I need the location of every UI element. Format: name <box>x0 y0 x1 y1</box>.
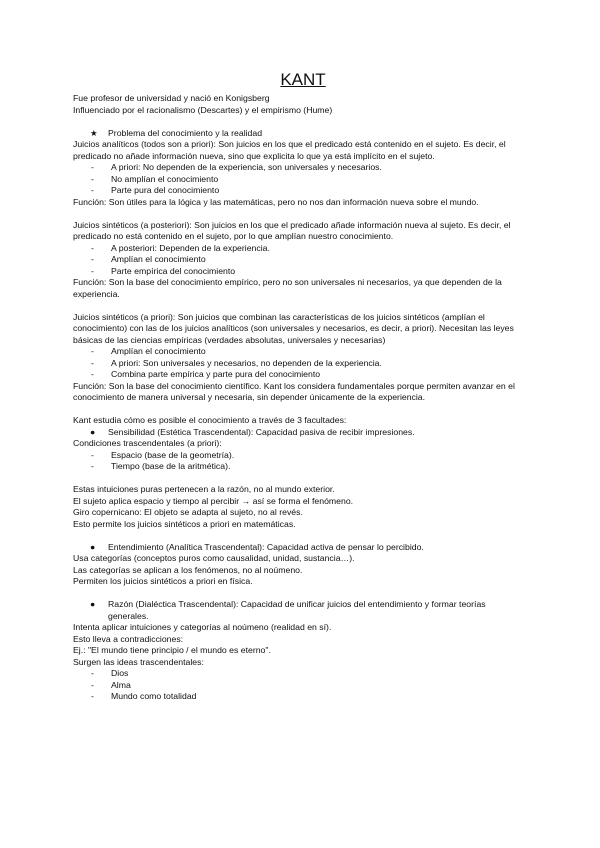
dash-icon: - <box>91 162 94 172</box>
list-item: - No amplían el conocimiento <box>91 173 219 184</box>
text-line: Giro copernicano: El objeto se adapta al sujeto, no al revés. <box>73 507 303 517</box>
dash-icon: - <box>91 461 94 471</box>
text-line: Permiten los juicios sintéticos a priori en física. <box>73 576 253 586</box>
page-title: KANT <box>280 70 326 89</box>
list-item: - Parte pura del conocimiento <box>91 185 220 195</box>
list-item: - Combina parte empírica y parte pura del conocimiento <box>91 369 321 379</box>
function-line: Función: Son útiles para la lógica y las matemáticas, pero no nos dan información nueva sobre el mundo. <box>73 196 479 207</box>
intro-line: Influenciado por el racionalismo (Descartes) y el empirismo (Hume) <box>73 104 333 115</box>
function-line: Función: Son la base del conocimiento científico. Kant los considera fundamentales porque permiten avanzar en el conocimiento de manera universal y necesaria, sin depender únicamente de la experiencia. <box>73 380 515 402</box>
conditions-label: Condiciones trascendentales (a priori): <box>73 438 222 448</box>
bullet-sensibilidad: ● Sensibilidad (Estética Trascendental): Capacidad pasiva de recibir impresiones. <box>90 426 415 437</box>
bullet-continuation: generales. <box>108 610 149 621</box>
dash-icon: - <box>91 242 94 253</box>
list-item: - Alma <box>91 679 131 690</box>
dash-icon: - <box>91 357 94 368</box>
list-item: - A priori: No dependen de la experiencia, son universales y necesarios. <box>91 162 382 172</box>
list-item: - A priori: Son universales y necesarios, no dependen de la experiencia. <box>91 357 382 368</box>
faculties-intro: Kant estudia cómo es posible el conocimiento a través de 3 facultades: <box>73 415 347 425</box>
dash-icon: - <box>91 679 94 690</box>
dash-icon: - <box>91 254 94 264</box>
text-line: Intenta aplicar intuiciones y categorías al noúmeno (realidad en sí). <box>73 622 332 632</box>
list-item: - Parte empírica del conocimiento <box>91 265 236 276</box>
section-heading <box>73 128 533 140</box>
dash-icon: - <box>91 185 94 195</box>
list-item: - A posteriori: Dependen de la experiencia. <box>91 242 270 253</box>
paragraph-synthetic-posteriori: Juicios sintéticos (a posteriori): Son juicios en los que el predicado añade información nueva al sujeto. Es decir, el predicado no está contenido en el sujeto, por lo que amplían nuestro conocimiento. <box>73 219 511 241</box>
bullet-icon: ● <box>90 426 96 437</box>
intro-line: Fue profesor de universidad y nació en Konigsberg <box>73 93 270 103</box>
text-line: Usa categorías (conceptos puros como causalidad, unidad, sustancia…). <box>73 553 355 563</box>
text-line: Esto permite los juicios sintéticos a priori en matemáticas. <box>73 518 296 529</box>
example-line: Ej.: "El mundo tiene principio / el mundo es eterno". <box>73 645 271 655</box>
dash-icon: - <box>91 691 94 701</box>
section-heading-label: Problema del conocimiento y la realidad <box>108 127 263 138</box>
document-page <box>73 70 533 703</box>
list-item: - Amplían el conocimiento <box>91 346 206 356</box>
dash-icon: - <box>91 173 94 184</box>
list-item: - Espacio (base de la geometría). <box>91 449 235 460</box>
list-item: - Mundo como totalidad <box>91 691 197 701</box>
list-item: - Amplían el conocimiento <box>91 254 206 264</box>
bullet-razon: ● Razón (Dialéctica Trascendental): Capacidad de unificar juicios del entendimiento y formar teorías <box>90 599 486 609</box>
list-item: - Dios <box>91 668 129 678</box>
function-line: Función: Son la base del conocimiento empírico, pero no son universales ni necesarios, ya que dependen de la experiencia. <box>73 277 502 299</box>
bullet-icon: ● <box>90 599 96 609</box>
text-line: El sujeto aplica espacio y tiempo al percibir → así se forma el fenómeno. <box>73 495 354 506</box>
list-item: - Tiempo (base de la aritmética). <box>91 461 231 471</box>
dash-icon: - <box>91 369 94 379</box>
paragraph-synthetic-priori: Juicios sintéticos (a priori): Son juicios que combinan las características de los juicios sintéticos (amplían el conocimiento) con las de los juicios analíticos (son universales y necesarios, es decir, a priori). Necesitan las leyes básicas de las ciencias empíricas (verdades absolutas, universales y necesarias) <box>73 311 514 345</box>
dash-icon: - <box>91 449 94 460</box>
text-line: Surgen las ideas trascendentales: <box>73 656 204 667</box>
bullet-entendimiento: ● Entendimiento (Analítica Trascendental): Capacidad activa de pensar lo percibido. <box>90 541 424 552</box>
dash-icon: - <box>91 265 94 276</box>
text-line: Esto lleva a contradicciones: <box>73 633 184 644</box>
text-line: Estas intuiciones puras pertenecen a la razón, no al mundo exterior. <box>73 484 335 494</box>
dash-icon: - <box>91 668 94 678</box>
star-icon: ★ <box>90 127 98 138</box>
bullet-icon: ● <box>90 541 96 552</box>
text-line: Las categorías se aplican a los fenómenos, no al noúmeno. <box>73 564 303 575</box>
dash-icon: - <box>91 346 94 356</box>
paragraph-analytic: Juicios analíticos (todos son a priori): Son juicios en los que el predicado está contenido en el sujeto. Es decir, el predicado no añade información nueva, sino que explicita lo que ya está implícito en el sujeto. <box>73 139 506 161</box>
